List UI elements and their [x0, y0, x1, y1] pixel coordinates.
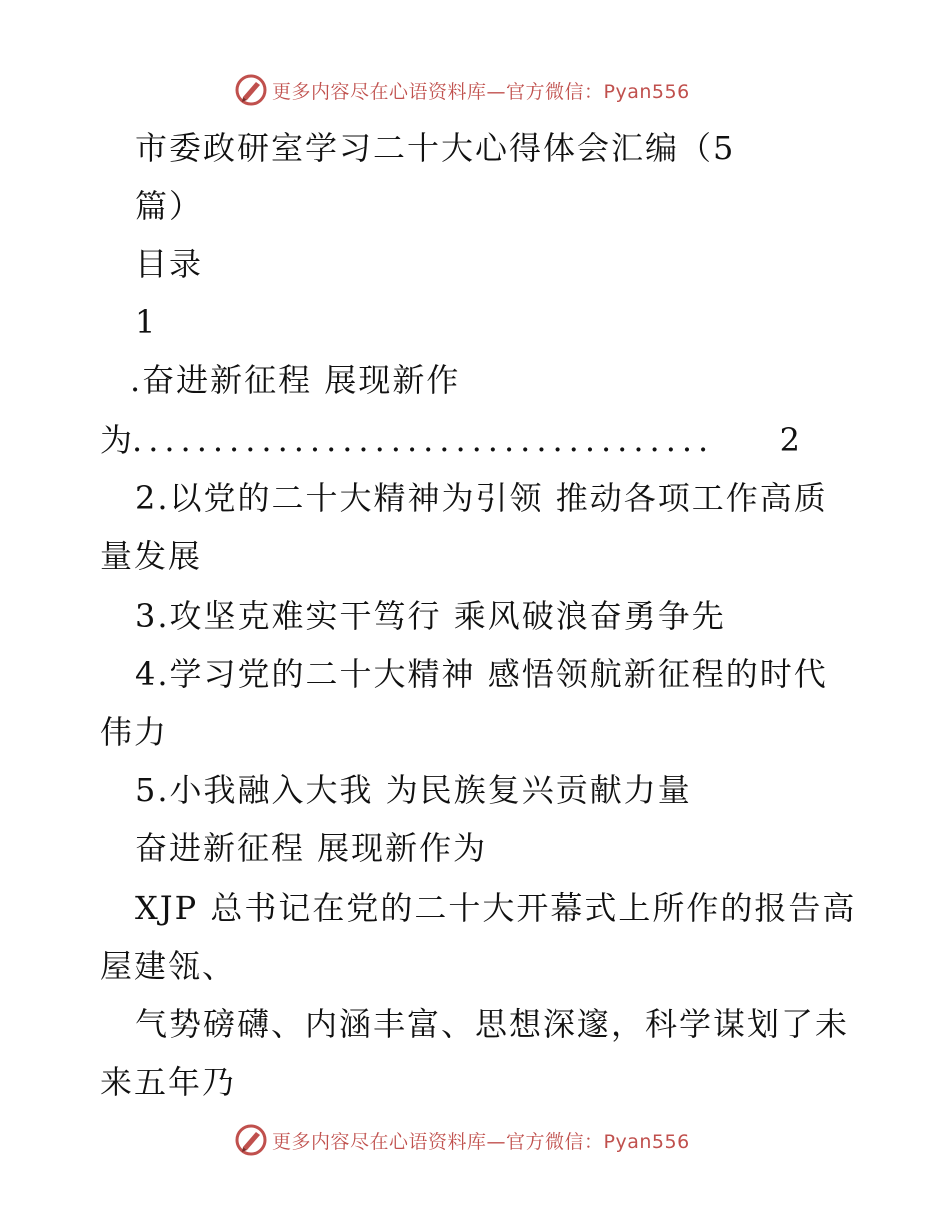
toc-item1-dots: ....................................: [132, 421, 715, 459]
toc-item3: 3.攻坚克难实干笃行 乘风破浪奋勇争先: [135, 597, 726, 635]
toc-item4-line1: 4.学习党的二十大精神 感悟领航新征程的时代: [135, 655, 828, 693]
paragraph1-line2: 屋建瓴、: [100, 947, 237, 985]
toc-item4-line2: 伟力: [100, 713, 169, 751]
paragraph2-line2: 来五年乃: [100, 1063, 237, 1101]
toc-item1-wrap: 为: [100, 421, 133, 459]
toc-heading: 目录: [135, 245, 204, 283]
toc-item5: 5.小我融入大我 为民族复兴贡献力量: [135, 771, 692, 809]
pen-logo-icon: [234, 73, 268, 107]
footer-banner-text: 更多内容尽在心语资料库—官方微信：Pyan556: [272, 1130, 690, 1153]
document-title-line1: 市委政研室学习二十大心得体会汇编（5: [135, 129, 736, 167]
toc-item2-line2: 量发展: [100, 537, 203, 575]
footer-banner: [234, 1122, 754, 1158]
toc-item1-number: 1: [135, 303, 158, 341]
paragraph2-line1: 气势磅礴、内涵丰富、思想深邃，科学谋划了未: [135, 1005, 850, 1043]
toc-item1-title: .奋进新征程 展现新作: [130, 361, 461, 399]
toc-item1-page: 2: [779, 421, 800, 459]
toc-item1-leader-line: [100, 420, 800, 460]
toc-item2-line1: 2.以党的二十大精神为引领 推动各项工作高质: [135, 479, 828, 517]
header-banner: [234, 72, 754, 108]
section-title: 奋进新征程 展现新作为: [135, 829, 488, 867]
paragraph1-line1: XJP 总书记在党的二十大开幕式上所作的报告高: [135, 889, 857, 927]
document-title-line2: 篇）: [135, 187, 204, 225]
header-banner-text: 更多内容尽在心语资料库—官方微信：Pyan556: [272, 80, 690, 103]
pen-logo-icon: [234, 1123, 268, 1157]
